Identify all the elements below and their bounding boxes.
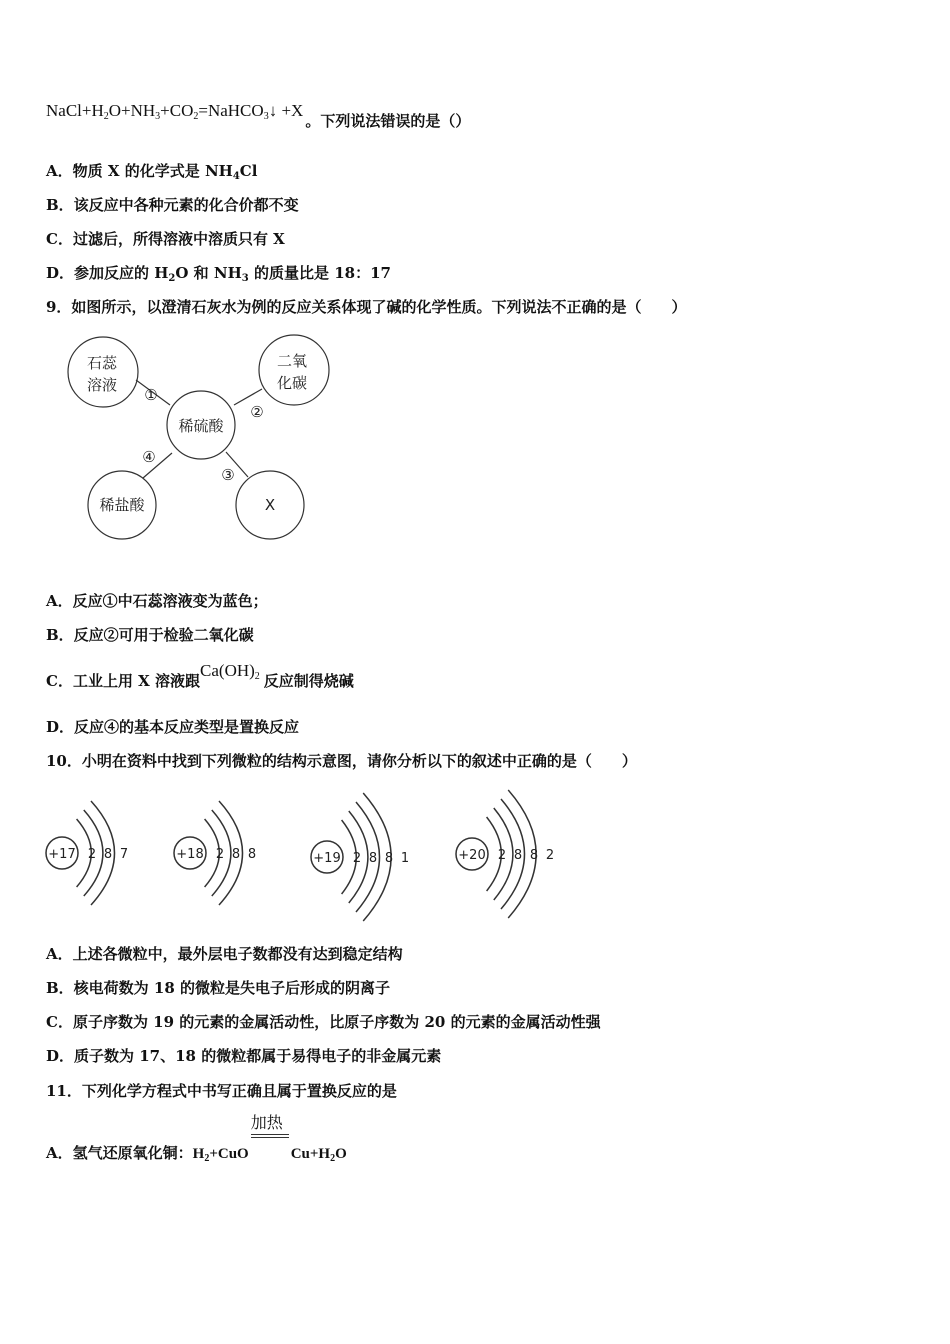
- nucleus-circle: [174, 837, 206, 869]
- node-center-label: 稀硫酸: [178, 417, 224, 435]
- edge-label-4: ④: [142, 448, 156, 466]
- shell-electron-count: 8: [231, 847, 241, 862]
- q8-option-a: A．物质 X 的化学式是 $NH_4Cl$: [46, 162, 258, 182]
- caoh2-formula: $Ca(OH)_2$: [200, 661, 260, 682]
- q10-option-d: D．质子数为 17、18 的微粒都属于易得电子的非金属元素: [46, 1047, 442, 1065]
- nucleus-circle: [311, 841, 343, 873]
- nucleus-circle: [46, 837, 78, 869]
- node-center-circle: [167, 391, 235, 459]
- electron-shell-arc: [349, 811, 368, 903]
- node-4-label: 稀盐酸: [99, 496, 145, 514]
- q8-equation-line: [46, 100, 471, 130]
- shell-electron-count: 8: [368, 851, 378, 866]
- electron-shell-arc: [487, 817, 502, 891]
- shell-electron-count: 8: [384, 851, 394, 866]
- electron-shell-arc: [91, 801, 115, 905]
- electron-shell-arc: [77, 819, 92, 887]
- electron-shell-arc: [501, 799, 525, 909]
- condition-double-line: [251, 1134, 289, 1138]
- q9-option-c: C．工业上用 X 溶液跟$Ca(OH)_2$ 反应制得烧碱: [46, 661, 354, 690]
- node-4-circle: [88, 471, 156, 539]
- shell-electron-count: 8: [103, 847, 113, 862]
- q10-stem: 10．小明在资料中找到下列微粒的结构示意图，请你分析以下的叙述中正确的是（ ）: [46, 752, 637, 770]
- q9-option-d: D．反应④的基本反应类型是置换反应: [46, 718, 300, 736]
- electron-shell-arc: [494, 808, 513, 900]
- shell-electron-count: 8: [529, 848, 539, 863]
- node-2-label-line2: 化碳: [276, 374, 308, 392]
- edge-label-3: ③: [221, 466, 235, 484]
- electron-shell-arc: [508, 790, 539, 918]
- electron-shell-arc: [84, 810, 103, 896]
- q9-option-b: B．反应②可用于检验二氧化碳: [46, 626, 254, 644]
- q9-stem: 9．如图所示，以澄清石灰水为例的反应关系体现了碱的化学性质。下列说法不正确的是（ ）: [46, 298, 687, 316]
- node-1-label-line2: 溶液: [86, 376, 118, 394]
- edge-label-1: ①: [144, 386, 158, 404]
- q10-option-b: B．核电荷数为 18 的微粒是失电子后形成的阴离子: [46, 979, 390, 997]
- nucleus-charge: +19: [313, 851, 341, 866]
- shell-electron-count: 7: [119, 847, 129, 862]
- electron-shell-arc: [342, 820, 357, 894]
- shell-electron-count: 2: [215, 847, 225, 862]
- q11-stem: 11．下列化学方程式中书写正确且属于置换反应的是: [46, 1082, 397, 1100]
- node-2-circle: [259, 335, 329, 405]
- q10-option-c: C．原子序数为 19 的元素的金属活动性，比原子序数为 20 的元素的金属活动性强: [46, 1013, 601, 1031]
- q8-option-d: D．参加反应的 $H_2O$ 和 $NH_3$ 的质量比是 18：17: [46, 264, 391, 284]
- edge-label-2: ②: [250, 403, 264, 421]
- electron-shell-arc: [219, 801, 243, 905]
- electron-shell-arc: [356, 802, 380, 912]
- shell-electron-count: 1: [400, 851, 410, 866]
- node-2-label-line1: 二氧: [276, 352, 308, 370]
- shell-electron-count: 2: [497, 848, 507, 863]
- shell-electron-count: 2: [87, 847, 97, 862]
- shell-electron-count: 8: [513, 848, 523, 863]
- nucleus-charge: +18: [176, 847, 204, 862]
- q8-stem: 。下列说法错误的是（）: [305, 112, 471, 130]
- shell-electron-count: 2: [352, 851, 362, 866]
- node-3-label: X: [264, 496, 276, 514]
- nucleus-charge: +20: [458, 848, 486, 863]
- reaction-condition: [249, 1115, 291, 1158]
- q11-reactants: $H_2+CuO$: [192, 1146, 249, 1164]
- node-1-circle: [68, 337, 138, 407]
- node-1-label-line1: 石蕊: [86, 354, 118, 372]
- nucleus-circle: [456, 838, 488, 870]
- q10-option-a: A．上述各微粒中，最外层电子数都没有达到稳定结构: [46, 945, 403, 963]
- shell-electron-count: 2: [545, 848, 555, 863]
- electron-shell-arc: [212, 810, 231, 896]
- q8-option-c: C．过滤后，所得溶液中溶质只有 X: [46, 230, 285, 248]
- electron-shell-arc: [363, 793, 394, 921]
- electron-shell-arc: [205, 819, 220, 887]
- nucleus-charge: +17: [48, 847, 76, 862]
- node-3-circle: [236, 471, 304, 539]
- q11-option-a: A．氢气还原氧化铜：$H_2+CuO$ 加热 $Cu+H_2O$: [46, 1138, 347, 1164]
- q8-option-b: B．该反应中各种元素的化合价都不变: [46, 196, 299, 214]
- q11-products: $Cu+H_2O$: [290, 1146, 347, 1164]
- condition-text: 加热: [250, 1115, 283, 1132]
- q8-equation: $NaCl+H_2O+NH_3+CO_2=NaHCO_3↓ +X$: [46, 101, 304, 122]
- shell-electron-count: 8: [247, 847, 257, 862]
- q9-option-a: A．反应①中石蕊溶液变为蓝色；: [46, 592, 268, 610]
